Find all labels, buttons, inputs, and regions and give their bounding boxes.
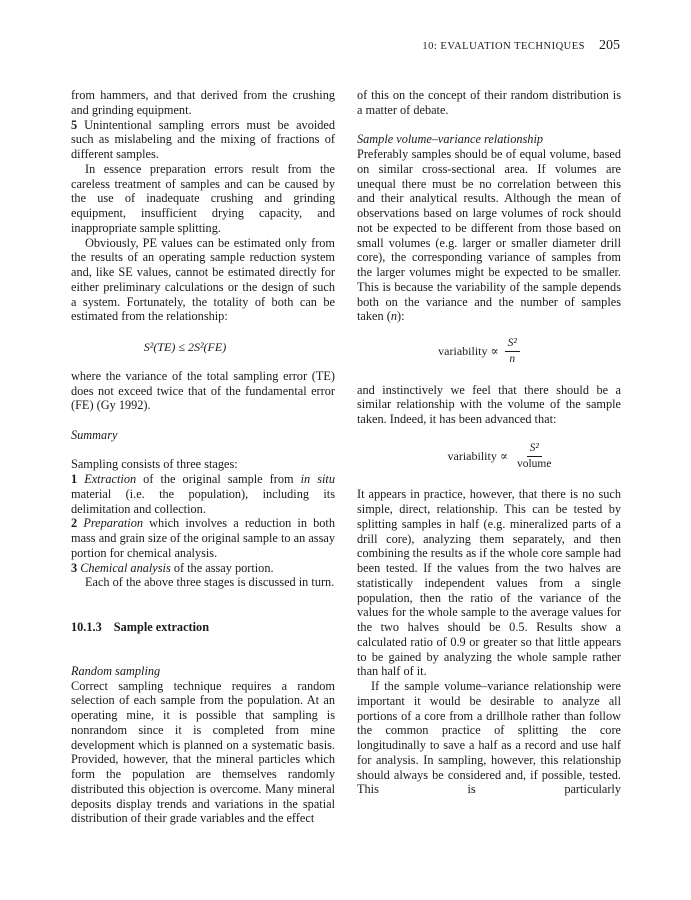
summary-heading: Summary: [71, 427, 118, 442]
paragraph-text: ):: [396, 309, 405, 324]
stage-text: of the original sample from: [136, 472, 301, 486]
stage-item-3: [71, 561, 335, 576]
fraction: [505, 336, 520, 367]
fraction-denominator: volume: [516, 457, 552, 470]
random-sampling-heading: Random sampling: [71, 663, 161, 678]
paragraph: [357, 147, 621, 324]
paragraph: from hammers, and that derived from the crushing and grinding equipment.: [71, 88, 335, 117]
paragraph: If the sample volume–variance relationship were important it would be desirable to analyze all portions of a core from a drillhole rather than follow the common practice of splitting the core longitudinally to save a half as a record and use half for analysis. In sampling, however, this relationship should always be considered and, if possible, tested. This is particularly: [357, 679, 621, 797]
paragraph: It appears in practice, however, that there is no such simple, direct, relationship. This can be tested by splitting samples in half (e.g. mineralized parts of a drill core), analyzing them separately, and then combining the results as if the whole core sample had been tested. If the values from the two halves are statistically independent values from a single population, then the ratio of the variance of the values for the whole sample to the average values for the two halves should be 0.5. Results show a calculated ratio of 0.9 or greater so that little appears to be gained by analyzing the whole sample rather than half of it.: [357, 487, 621, 679]
list-item-text: Unintentional sampling errors must be avoided such as mislabeling and the mixing of fractions of different samples.: [71, 117, 336, 161]
list-number: 2: [71, 516, 78, 531]
paragraph: where the variance of the total sampling error (TE) does not exceed twice that of the fundamental error (FE) (Gy 1992).: [71, 368, 335, 413]
running-title: 10: EVALUATION TECHNIQUES: [422, 41, 585, 52]
summary-intro: Sampling consists of three stages:: [71, 457, 238, 472]
equation-lhs: variability ∝: [447, 448, 508, 463]
fraction-numerator: S²: [505, 336, 520, 352]
equation-lhs: variability ∝: [438, 343, 499, 358]
stage-text: material (i.e. the population), including its delimitation and collection.: [71, 486, 335, 516]
list-number: 5: [71, 117, 78, 132]
section-title: Sample extraction: [113, 619, 210, 634]
left-column: [71, 88, 335, 826]
paragraph: In essence preparation errors result from the careless treatment of samples and can be caused by the use of inadequate crushing and grinding equipment, insufficient drying capacity, and inappropriate sample splitting.: [71, 161, 335, 235]
paragraph: Correct sampling technique requires a random selection of each sample from the population. At an operating mine, it is possible that sampling is nonrandom since it is completed from mine development which is planned on a systematic basis. Provided, however, that the mineral particles which form the population are themselves randomly distributed this objection is overcome. Many mineral deposits display trends and variations in the spatial distribution of their grade variables and the effect: [71, 678, 335, 826]
paragraph: Obviously, PE values can be estimated only from the results of an operating sample reduction system and, like SE values, cannot be estimated directly for either preliminary calculations or the design of such a system. Fortunately, the totality of both can be estimated from the relationship:: [71, 235, 335, 324]
stage-text: which involves a reduction in both mass and grain size of the original sample to an assay portion for chemical analysis.: [71, 516, 335, 560]
variable-n: n: [390, 309, 397, 324]
equation-total-error: S²(TE) ≤ 2S²(FE): [143, 340, 227, 354]
running-head: [70, 36, 620, 56]
list-item-5: [71, 118, 335, 162]
stage-term: Extraction: [84, 472, 137, 486]
paragraph-text: Preferably samples should be of equal volume, based on similar cross-sectional area. If volumes are unequal there must be no correlation between this and their analytical results. Although the mean of observations based on large volumes of rock should not be expected to be different from those based on small volumes (e.g. larger or smaller diameter drill core), the corresponding variance of samples from the larger volumes might be expected to be smaller. This is because the variability of the sample depends both on the variance and the number of samples taken (: [357, 147, 621, 324]
stage-term: Preparation: [83, 516, 143, 531]
paragraph: of this on the concept of their random distribution is a matter of debate.: [357, 88, 621, 117]
page-number: 205: [599, 38, 620, 53]
paragraph: Each of the above three stages is discussed in turn.: [85, 575, 335, 590]
stage-item-1: [71, 472, 335, 516]
equation-variability-volume: [357, 441, 621, 472]
stage-term: in situ: [300, 472, 335, 486]
stage-text: of the assay portion.: [170, 560, 274, 575]
section-heading: [71, 620, 335, 635]
fraction-numerator: S²: [527, 441, 542, 457]
fraction-denominator: n: [509, 352, 516, 365]
list-number: 3: [71, 560, 78, 575]
paragraph: and instinctively we feel that there should be a similar relationship with the volume of the sample taken. Indeed, it has been advanced that:: [357, 382, 621, 426]
stage-item-2: [71, 516, 335, 560]
section-number: 10.1.3: [71, 619, 102, 634]
volume-variance-heading: Sample volume–variance relationship: [357, 132, 544, 147]
equation-variability-n: [357, 336, 621, 367]
stage-term: Chemical analysis: [80, 560, 171, 575]
right-column: [357, 88, 621, 797]
fraction: [514, 441, 555, 472]
list-number: 1: [71, 472, 78, 486]
